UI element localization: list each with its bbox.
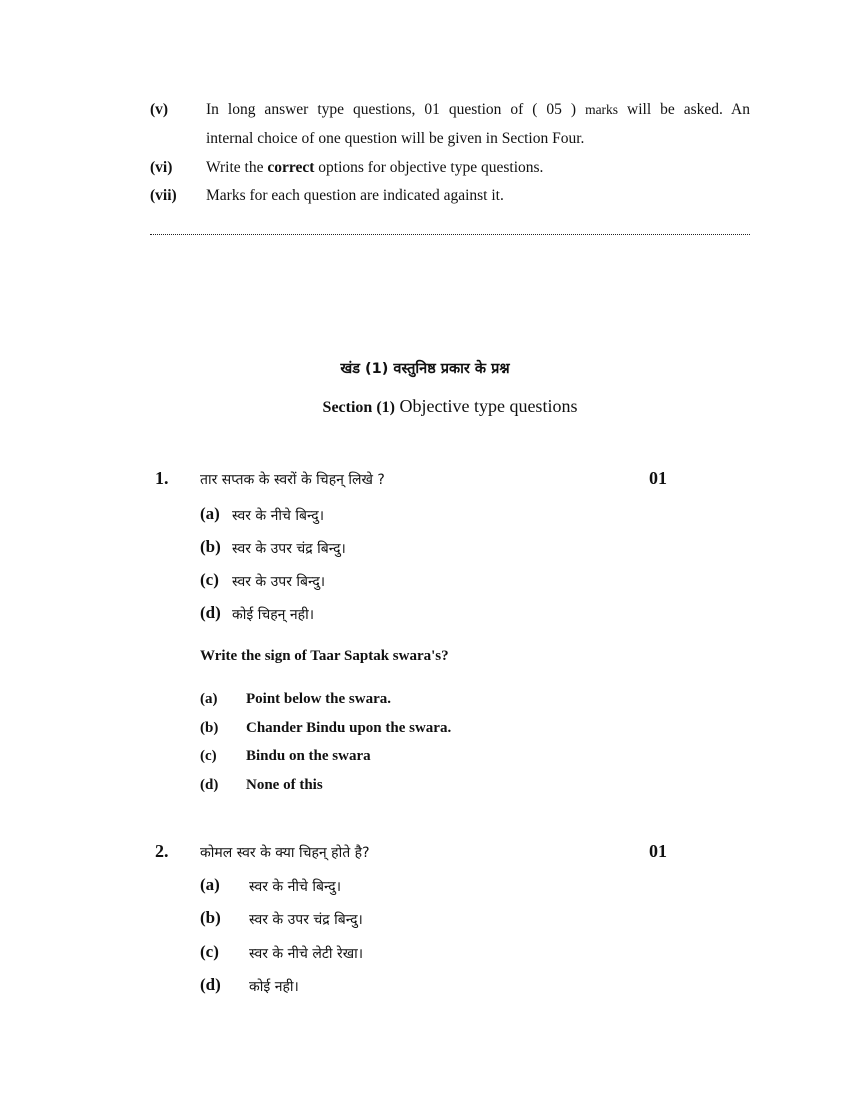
instruction-number: (vi) [150,159,173,176]
instruction-number: (v) [150,101,169,118]
instruction-text: Write the correct options for objective type questions. [206,159,544,176]
question-marks: 01 [649,841,667,861]
instruction-text: Marks for each question are indicated against it. [206,187,504,204]
dotted-separator [150,234,750,235]
question-number: 1. [155,468,169,488]
section-title-english: Section (1) Objective type questions [322,396,578,416]
question-marks: 01 [649,468,667,488]
question-number: 2. [155,841,169,861]
exam-page: (v) In long answer type questions, 01 question of ( 05 ) marks will be asked. An internal choice of one question will be given in Section Four. (vi) Write the correct options for objective type questions. (vii) Marks for each question are indicated against it. खंड (1) वस्तुनिष्ठ प्रकार के प्रश्न Section (1) Objective type questions 1. तार सप्तक के स्वरों के चिहन् लिखे ? 01 (a) स्वर के नीचे बिन्दु। (b) स्वर के उपर चंद्र बिन्दु। (c) स्वर के उपर बिन्दु। (d) कोई चिहन् नही। Write the sign of Taar Saptak swara's? (a) Point below the swara. (b) Chander Bindu upon the swara. (c) Bindu on the swara (d) None of this 2. कोमल स्वर के क्या चिहन् होते है? 01 (a) स्वर के नीचे बिन्दु। (b) स्वर के उपर चंद्र बिन्दु। (c) स्वर के नीचे लेटी रेखा। (d) कोई नही। [0,0,850,1100]
question-text-hindi: कोमल स्वर के क्या चिहन् होते है? [200,845,370,861]
question-text-hindi: तार सप्तक के स्वरों के चिहन् लिखे ? [200,472,385,488]
section-title-hindi: खंड (1) वस्तुनिष्ठ प्रकार के प्रश्न [340,361,510,377]
instruction-text: In long answer type questions, 01 question of ( 05 ) marks will be asked. An [206,101,750,118]
question-text-english: Write the sign of Taar Saptak swara's? [200,648,449,664]
instruction-number: (vii) [150,187,177,204]
